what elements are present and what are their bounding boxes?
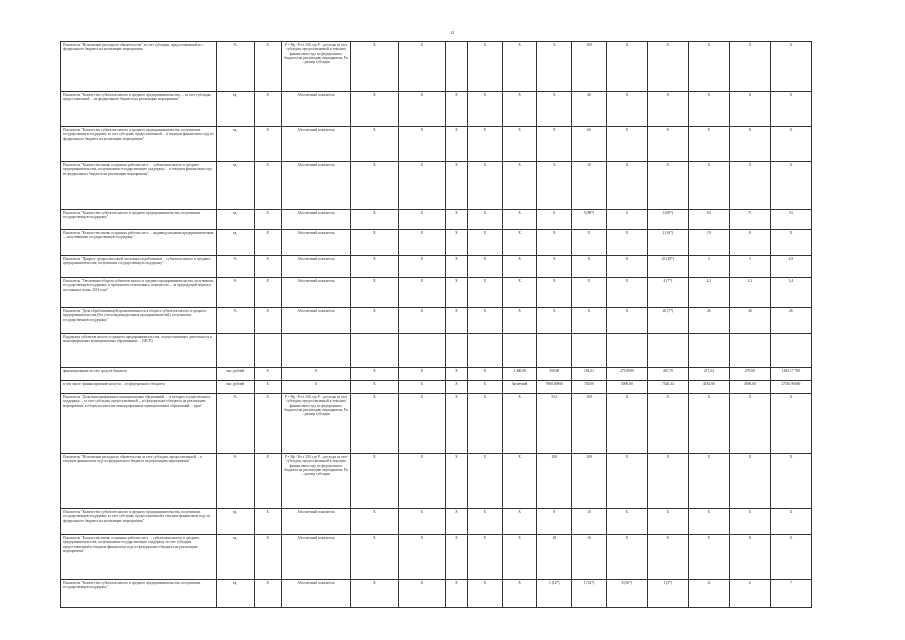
value-cell: X [647, 42, 688, 92]
method-cell [281, 334, 350, 368]
value-cell: X [770, 127, 811, 162]
value-cell: X [351, 308, 398, 334]
value-cell: X [445, 308, 467, 334]
indicator-cell: Показатель "Увеличение оборота субъектов малого и среднего предпринимательства, получивших государственную поддержку, в процентном отношении к показателю ... за предыдущий период в постоянных ценах 2014 года" [61, 278, 217, 308]
value-cell: X [729, 535, 770, 580]
value-cell: X [351, 210, 398, 230]
value-cell: 26 (7*) [647, 308, 688, 334]
value-cell: X [398, 381, 445, 394]
method-cell: Абсолютный показатель [281, 308, 350, 334]
unit-cell: ед. [216, 509, 254, 535]
value-cell: X [537, 256, 572, 278]
indicator-cell: Показатель "Исполнение расходного обязательства" за счет субсидии, предоставляемой из ... федерального бюджета на реализацию мероприятия [61, 42, 217, 92]
value-cell: 71 [729, 210, 770, 230]
value-cell: X [468, 535, 503, 580]
value-cell: X [445, 368, 467, 381]
indicator-cell: Показатель "Доля монопрофильных муниципальных образований, ... в которых осуществлялась поддержка ... за счет субсидии, предоставленной ... из федерального бюджета на реализацию мероприятия, в общем количестве монопрофильных муниципальных образований ... края" [61, 394, 217, 454]
value-cell: 6 [606, 210, 647, 230]
value-cell: X [445, 509, 467, 535]
indicator-cell: в том числе: финансирование на цели ... из федерального бюджета [61, 381, 217, 394]
table-row [61, 210, 853, 230]
unit-cell: ед. [216, 127, 254, 162]
base-cell: X [254, 381, 281, 394]
value-cell: X [445, 92, 467, 127]
value-cell: X [351, 256, 398, 278]
unit-cell: % [216, 308, 254, 334]
value-cell: X [445, 127, 467, 162]
base-cell: X [254, 454, 281, 509]
value-cell: 4182,90 [688, 381, 729, 394]
method-cell: Абсолютный показатель [281, 127, 350, 162]
value-cell: X [606, 278, 647, 308]
value-cell: X [770, 92, 811, 127]
base-cell: X [254, 162, 281, 210]
method-cell: Абсолютный показатель [281, 92, 350, 127]
value-cell: X [502, 92, 537, 127]
method-cell: Абсолютный показатель [281, 230, 350, 256]
value-cell: X [502, 278, 537, 308]
base-cell: X [254, 92, 281, 127]
value-cell: X [351, 381, 398, 394]
value-cell: 4,2 [688, 278, 729, 308]
value-cell [572, 334, 607, 368]
value-cell: 26 [729, 308, 770, 334]
value-cell: Засчетной [502, 381, 537, 394]
table-row [61, 381, 853, 394]
value-cell: X [537, 127, 572, 162]
value-cell: X [398, 256, 445, 278]
value-cell: X [398, 394, 445, 454]
value-cell: 7526,34 [647, 381, 688, 394]
value-cell: X [647, 535, 688, 580]
unit-cell: % [216, 42, 254, 92]
indicator-cell: Показатель "Количество субъектов малого и среднего предпринимательства, получивших государственную поддержку" [61, 210, 217, 230]
indicator-cell: Показатель "Количество вновь созданных рабочих мест ... субъектами малого и среднего предпринимательства, получившими государственную поддержку за счет субсидии, предоставленной в текущем финансовом году из федерального бюджета на реализацию мероприятия" [61, 535, 217, 580]
value-cell [502, 334, 537, 368]
value-cell: X [606, 42, 647, 92]
value-cell: X [468, 394, 503, 454]
indicator-cell: Показатель "Количество вновь созданных рабочих мест ... индивидуальными предпринимателями ... получившими государственную поддержку" [61, 230, 217, 256]
value-cell: 33,3 [537, 394, 572, 454]
value-cell: X [770, 454, 811, 509]
value-cell: X [351, 278, 398, 308]
unit-cell: % [216, 454, 254, 509]
value-cell: X [729, 454, 770, 509]
value-cell: 0 [537, 210, 572, 230]
unit-cell: ед. [216, 580, 254, 608]
value-cell: X [688, 454, 729, 509]
table-row [61, 308, 853, 334]
value-cell: X [502, 162, 537, 210]
base-cell [254, 334, 281, 368]
value-cell: X [398, 580, 445, 608]
unit-cell: ед. [216, 210, 254, 230]
base-cell: X [254, 394, 281, 454]
value-cell: X [606, 308, 647, 334]
value-cell: 10 [572, 162, 607, 210]
value-cell: 16 [572, 535, 607, 580]
value-cell: X [770, 42, 811, 92]
value-cell: X [398, 127, 445, 162]
method-cell: Абсолютный показатель [281, 535, 350, 580]
value-cell [398, 334, 445, 368]
value-cell: X [647, 92, 688, 127]
value-cell: X [502, 509, 537, 535]
value-cell: X [468, 162, 503, 210]
value-cell: 25 (38*) [647, 256, 688, 278]
value-cell: X [502, 256, 537, 278]
unit-cell: ед. [216, 162, 254, 210]
table-row [61, 230, 853, 256]
value-cell [647, 334, 688, 368]
method-cell: Абсолютный показатель [281, 210, 350, 230]
value-cell: X [398, 278, 445, 308]
value-cell: X [606, 535, 647, 580]
value-cell [729, 334, 770, 368]
table-row [61, 509, 853, 535]
value-cell: X [468, 381, 503, 394]
value-cell: 3 (69*) [647, 210, 688, 230]
value-cell: X [729, 127, 770, 162]
value-cell [770, 334, 811, 368]
value-cell: 467,70 [647, 368, 688, 381]
value-cell [537, 334, 572, 368]
value-cell: X [351, 535, 398, 580]
value-cell: X [398, 368, 445, 381]
value-cell [445, 334, 467, 368]
value-cell: 27581,90000 [770, 381, 811, 394]
value-cell: 100 [537, 454, 572, 509]
unit-cell: % [216, 278, 254, 308]
method-cell: Р = Рф / Рп х 100, где Р – расходы за счет субсидии, предоставленной в текущем финансовом году из федерального бюджета на реализацию мероприятия, Рп – размер субсидии [281, 394, 350, 454]
indicator-cell: Показатель "Доля обрабатывающей промышленности в обороте субъектов малого и среднего предпринимательства (без учета индивидуальных предпринимателей), получивших государственную поддержку" [61, 308, 217, 334]
base-cell: X [254, 368, 281, 381]
value-cell: X [688, 92, 729, 127]
value-cell: 217,24 [688, 368, 729, 381]
value-cell: 5 (88*) [572, 210, 607, 230]
base-cell: X [254, 127, 281, 162]
value-cell: X [537, 162, 572, 210]
table-row [61, 580, 853, 608]
value-cell: 3000,00 [606, 381, 647, 394]
value-cell: X [468, 308, 503, 334]
value-cell: X [398, 92, 445, 127]
value-cell: X [468, 92, 503, 127]
value-cell: X [770, 230, 811, 256]
value-cell: X [468, 127, 503, 162]
value-cell: X [468, 278, 503, 308]
value-cell [688, 334, 729, 368]
value-cell: X [537, 230, 572, 256]
method-cell: Р = Рф / Рп х 100, где Р – расходы за счет субсидии, предоставляемой в текущем финансовом году из федерального бюджета на реализацию мероприятия, Рп – размер субсидии [281, 42, 350, 92]
value-cell: 2,3 [729, 278, 770, 308]
value-cell: 4500,00 [729, 381, 770, 394]
value-cell: 26 [770, 308, 811, 334]
table-row [61, 278, 853, 308]
value-cell: X [398, 210, 445, 230]
value-cell: X [502, 454, 537, 509]
value-cell: 1 (32*) [572, 580, 607, 608]
value-cell [468, 334, 503, 368]
value-cell [606, 334, 647, 368]
value-cell: X [398, 509, 445, 535]
value-cell [351, 334, 398, 368]
value-cell: X [468, 42, 503, 92]
unit-cell: ед. [216, 92, 254, 127]
value-cell: X [445, 535, 467, 580]
value-cell: X [572, 308, 607, 334]
value-cell: 18 [537, 535, 572, 580]
value-cell: X [445, 230, 467, 256]
table-row [61, 454, 853, 509]
method-cell: Р = Рф / Рп х 100, где Р – расходы за счет субсидии, предоставленной в текущем финансовом году из федерального бюджета на реализацию мероприятия, Рп – размер субсидии [281, 454, 350, 509]
value-cell: X [468, 509, 503, 535]
value-cell: 1 (12*) [537, 580, 572, 608]
value-cell: X [351, 394, 398, 454]
value-cell: 100 [572, 454, 607, 509]
value-cell: 3 [688, 256, 729, 278]
value-cell: X [647, 127, 688, 162]
value-cell: X [398, 162, 445, 210]
indicator-cell: Показатель "Количество субъектов малого и среднего предпринимательства, получивших государственную поддержку за счет субсидии, предоставленной в текущем финансовом году из федерального бюджета на реализацию мероприятия" [61, 509, 217, 535]
value-cell: X [351, 454, 398, 509]
value-cell: X [398, 42, 445, 92]
unit-cell: % [216, 256, 254, 278]
value-cell: X [688, 535, 729, 580]
value-cell: 6 [729, 580, 770, 608]
value-cell: X [468, 454, 503, 509]
value-cell: X [398, 454, 445, 509]
value-cell: X [445, 454, 467, 509]
value-cell: X [537, 92, 572, 127]
value-cell: X [351, 92, 398, 127]
value-cell: 8 (36*) [606, 580, 647, 608]
value-cell: X [606, 509, 647, 535]
value-cell: X [647, 162, 688, 210]
value-cell: 53 [770, 210, 811, 230]
value-cell: X [770, 535, 811, 580]
value-cell: X [729, 42, 770, 92]
value-cell: 279,00 [729, 368, 770, 381]
method-cell: X [281, 381, 350, 394]
value-cell: X [647, 454, 688, 509]
value-cell: X [468, 580, 503, 608]
value-cell: X [537, 278, 572, 308]
value-cell: X [351, 368, 398, 381]
value-cell: 26 [688, 308, 729, 334]
value-cell: 750,00 [572, 381, 607, 394]
value-cell: X [502, 42, 537, 92]
base-cell: X [254, 278, 281, 308]
table-row [61, 92, 853, 127]
table-row [61, 394, 853, 454]
indicator-cell: Показатель "Количество субъектов малого и среднего предпринимательства, ... за счет субсидии, предоставленной ... из федерального бюджета на реализацию мероприятия" [61, 92, 217, 127]
value-cell: X [606, 454, 647, 509]
value-cell: X [572, 278, 607, 308]
value-cell: X [647, 509, 688, 535]
value-cell: X [468, 230, 503, 256]
value-cell: X [502, 127, 537, 162]
value-cell: X [606, 92, 647, 127]
table-row [61, 535, 853, 580]
value-cell: 3,4 [770, 278, 811, 308]
table-row [61, 368, 853, 381]
value-cell: 100 [572, 394, 607, 454]
value-cell: X [606, 230, 647, 256]
value-cell: X [468, 368, 503, 381]
indicator-cell: Показатель "Прирост среднесписочной численности работников ... субъектов малого и среднего предпринимательства, получивших государственную поддержку" [61, 256, 217, 278]
base-cell: X [254, 42, 281, 92]
unit-cell [216, 334, 254, 368]
value-cell: X [606, 127, 647, 162]
indicator-cell: финансирование за счет средств бюджета [61, 368, 217, 381]
base-cell: X [254, 580, 281, 608]
value-cell: X [468, 210, 503, 230]
value-cell: X [502, 230, 537, 256]
method-cell: Абсолютный показатель [281, 256, 350, 278]
value-cell: 1823,17 790 [770, 368, 811, 381]
value-cell: X [351, 230, 398, 256]
value-cell: X [351, 580, 398, 608]
value-cell: 2,8 [770, 256, 811, 278]
unit-cell: % [216, 394, 254, 454]
method-cell: Абсолютный показатель [281, 162, 350, 210]
unit-cell: тыс. рублей [216, 368, 254, 381]
indicator-cell: Поддержка субъектов малого и среднего предпринимательства, осуществляющих деятельность в монопрофильных муниципальных образованиях ... (МСП) [61, 334, 217, 368]
unit-cell: ед. [216, 230, 254, 256]
value-cell: 4 (7*) [647, 278, 688, 308]
value-cell: 181,21 [572, 368, 607, 381]
value-cell: X [468, 256, 503, 278]
value-cell [445, 42, 467, 92]
unit-cell: ед. [216, 535, 254, 580]
value-cell: X [688, 394, 729, 454]
value-cell: 63 [688, 210, 729, 230]
value-cell: 3 [729, 256, 770, 278]
unit-cell: тыс. рублей [216, 381, 254, 394]
table-row [61, 162, 853, 210]
value-cell: X [572, 256, 607, 278]
indicator-cell: Показатель "Количество субъектов малого и среднего предпринимательства, получивших государственную поддержку за счет субсидии, предоставленной ... в текущем финансовом году из федерального бюджета на реализацию мероприятия" [61, 127, 217, 162]
value-cell: X [351, 42, 398, 92]
value-cell: 8 [537, 509, 572, 535]
value-cell: X [537, 308, 572, 334]
value-cell: 273,9900 [606, 368, 647, 381]
base-cell: X [254, 230, 281, 256]
method-cell: Абсолютный показатель [281, 580, 350, 608]
value-cell: X [502, 580, 537, 608]
base-cell: X [254, 535, 281, 580]
method-cell: Абсолютный показатель [281, 278, 350, 308]
value-cell: 8 [729, 230, 770, 256]
value-cell: X [445, 394, 467, 454]
value-cell: X [729, 509, 770, 535]
method-cell: Абсолютный показатель [281, 509, 350, 535]
value-cell: X [729, 394, 770, 454]
value-cell: 3 400,00 [502, 368, 537, 381]
value-cell: X [445, 278, 467, 308]
value-cell: X [729, 92, 770, 127]
value-cell: X [688, 162, 729, 210]
value-cell: X [502, 308, 537, 334]
value-cell: X [770, 509, 811, 535]
value-cell: 60 [572, 127, 607, 162]
value-cell: X [445, 381, 467, 394]
value-cell: 100 [572, 42, 607, 92]
value-cell: X [502, 394, 537, 454]
table-row [61, 256, 853, 278]
table-row [61, 334, 853, 368]
indicator-table [60, 41, 853, 608]
value-cell: X [770, 394, 811, 454]
value-cell: X [445, 162, 467, 210]
base-cell: X [254, 256, 281, 278]
value-cell: 7800,00000 [537, 381, 572, 394]
value-cell: X [688, 42, 729, 92]
value-cell: X [398, 230, 445, 256]
value-cell: 7 [770, 580, 811, 608]
value-cell: X [351, 162, 398, 210]
value-cell: X [398, 308, 445, 334]
value-cell: X [537, 42, 572, 92]
value-cell: X [351, 127, 398, 162]
value-cell: X [688, 509, 729, 535]
base-cell: X [254, 509, 281, 535]
table-row [61, 127, 853, 162]
value-cell: X [502, 210, 537, 230]
value-cell: X [445, 210, 467, 230]
value-cell: X [647, 394, 688, 454]
value-cell: X [770, 162, 811, 210]
value-cell: X [502, 535, 537, 580]
value-cell: X [445, 256, 467, 278]
value-cell: 46 [572, 92, 607, 127]
value-cell: X [688, 127, 729, 162]
value-cell: 11 [688, 580, 729, 608]
value-cell: 1 (3*) [647, 580, 688, 608]
value-cell: 10 [572, 509, 607, 535]
value-cell: X [351, 509, 398, 535]
value-cell: 2 (16*) [647, 230, 688, 256]
method-cell: X [281, 368, 350, 381]
value-cell: 19 [688, 230, 729, 256]
value-cell: X [445, 580, 467, 608]
page-number: 21 [450, 30, 455, 35]
table-row [61, 42, 853, 92]
value-cell: X [729, 162, 770, 210]
value-cell: X [606, 394, 647, 454]
indicator-cell: Показатель "Количество вновь созданных рабочих мест ... субъектами малого и среднего предпринимательства, получившими государственную поддержку ... в текущем финансовом году из федерального бюджета на реализацию мероприятия" [61, 162, 217, 210]
value-cell: X [606, 162, 647, 210]
indicator-cell: Показатель "Количество субъектов малого и среднего предпринимательства, получивших государственную поддержку" [61, 580, 217, 608]
value-cell: 290,00 [537, 368, 572, 381]
value-cell: X [398, 535, 445, 580]
base-cell: X [254, 210, 281, 230]
value-cell: X [572, 230, 607, 256]
value-cell: X [606, 256, 647, 278]
base-cell: X [254, 308, 281, 334]
indicator-cell: Показатель "Исполнение расходного обязательства за счет субсидии, предоставленной ... в текущем финансовом году из федерального бюджета на реализацию мероприятия" [61, 454, 217, 509]
